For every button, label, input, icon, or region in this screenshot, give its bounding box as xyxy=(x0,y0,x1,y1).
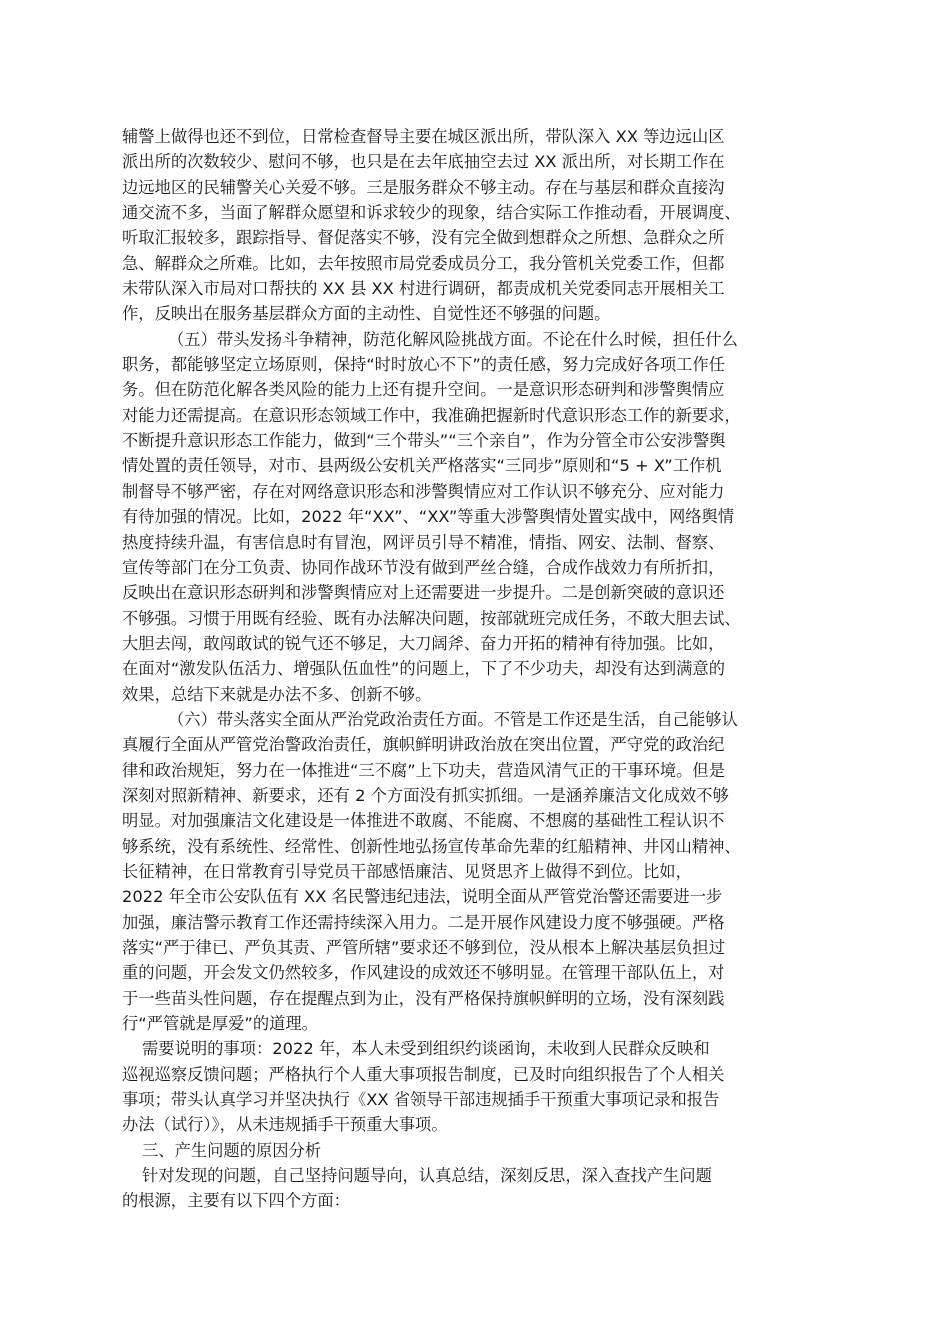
text-line: （六）带头落实全面从严治党政治责任方面。不管是工作还是生活，自己能够认 xyxy=(168,709,738,729)
text-line: 针对发现的问题，自己坚持问题导向，认真总结，深刻反思，深入查找产生问题 xyxy=(142,1166,712,1186)
text-line: 派出所的次数较少、慰问不够，也只是在去年底抽空去过 XX 派出所，对长期工作在 xyxy=(122,152,725,172)
text-line: 有待加强的情况。比如，2022 年“XX”、“XX”等重大涉警舆情处置实战中，网络舆情 xyxy=(122,507,735,527)
text-line: 热度持续升温，有害信息时有冒泡，网评员引导不精准，情指、网安、法制、督察、 xyxy=(122,532,725,552)
text-line: 在面对“激发队伍活力、增强队伍血性”的问题上，下了不少功夫，却没有达到满意的 xyxy=(122,659,725,679)
text-line: 辅警上做得也还不到位，日常检查督导主要在城区派出所，带队深入 XX 等边远山区 xyxy=(122,127,725,146)
text-line: 真履行全面从严管党治警政治责任，旗帜鲜明讲政治放在突出位置，严守党的政治纪 xyxy=(122,735,725,755)
text-line: 落实“严于律已、严负其责、严管所辖”要求还不够到位，没从根本上解决基层负担过 xyxy=(122,938,725,957)
text-line: 重的问题，开会发文仍然较多，作风建设的成效还不够明显。在管理干部队伍上，对 xyxy=(122,963,725,983)
text-line: 急、解群众之所难。比如，去年按照市局党委成员分工，我分管机关党委工作，但都 xyxy=(122,253,725,273)
text-line: 边远地区的民辅警关心关爱不够。三是服务群众不够主动。存在与基层和群众直接沟 xyxy=(122,177,725,197)
text-line: 制督导不够严密，存在对网络意识形态和涉警舆情应对工作认识不够充分、应对能力 xyxy=(122,481,725,501)
text-line: 办法（试行）》，从未违规插手干预重大事项。 xyxy=(122,1115,448,1135)
text-line: 效果，总结下来就是办法不多、创新不够。 xyxy=(122,684,432,704)
text-line: 通交流不多，当面了解群众愿望和诉求较少的现象，结合实际工作推动看，开展调度、 xyxy=(122,203,741,223)
text-line: 于一些苗头性问题，存在提醒点到为止，没有严格保持旗帜鲜明的立场，没有深刻践 xyxy=(122,988,725,1008)
text-line: 的根源，主要有以下四个方面： xyxy=(122,1191,350,1211)
text-line: （五）带头发扬斗争精神，防范化解风险挑战方面。不论在什么时候，担任什么 xyxy=(168,329,738,349)
text-line: 务。但在防范化解各类风险的能力上还有提升空间。一是意识形态研判和涉警舆情应 xyxy=(122,380,725,400)
text-line: 三、产生问题的原因分析 xyxy=(142,1140,322,1160)
text-line: 作，反映出在服务基层群众方面的主动性、自觉性还不够强的问题。 xyxy=(122,304,611,324)
document-body xyxy=(122,124,838,1214)
text-line: 巡视巡察反馈问题；严格执行个人重大事项报告制度，已及时向组织报告了个人相关 xyxy=(122,1064,725,1084)
text-line: 情处置的责任领导，对市、县两级公安机关严格落实“三同步”原则和“5 + X”工作机 xyxy=(122,456,722,476)
text-line: 2022 年全市公安队伍有 XX 名民警违纪违法，说明全面从严管党治警还需要进一步 xyxy=(122,887,723,907)
text-line: 需要说明的事项：2022 年，本人未受到组织约谈函询，未收到人民群众反映和 xyxy=(142,1039,710,1059)
text-line: 深刻对照新精神、新要求，还有 2 个方面没有抓实抓细。一是涵养廉洁文化成效不够 xyxy=(122,785,729,805)
text-line: 律和政治规矩，努力在一体推进“三不腐”上下功夫，营造风清气正的干事环境。但是 xyxy=(122,760,725,780)
text-line: 够系统，没有系统性、经常性、创新性地弘扬宣传革命先辈的红船精神、井冈山精神、 xyxy=(122,836,741,856)
text-line: 听取汇报较多，跟踪指导、督促落实不够，没有完全做到想群众之所想、急群众之所 xyxy=(122,228,725,248)
text-line: 未带队深入市局对口帮扶的 XX 县 XX 村进行调研，都责成机关党委同志开展相关工 xyxy=(122,279,725,299)
text-line: 职务，都能够坚定立场原则，保持“时时放心不下”的责任感，努力完成好各项工作任 xyxy=(122,355,725,375)
text-line: 明显。对加强廉洁文化建设是一体推进不敢腐、不能腐、不想腐的基础性工程认识不 xyxy=(122,811,725,831)
text-line: 对能力还需提高。在意识形态领域工作中，我准确把握新时代意识形态工作的新要求， xyxy=(122,405,741,425)
text-line: 不断提升意识形态工作能力，做到“三个带头”“三个亲自”，作为分管全市公安涉警舆 xyxy=(122,431,726,451)
text-line: 大胆去闯，敢闯敢试的锐气还不够足，大刀阔斧、奋力开拓的精神有待加强。比如， xyxy=(122,633,725,653)
text-line: 事项；带头认真学习并坚决执行《XX 省领导干部违规插手干预重大事项记录和报告 xyxy=(122,1090,720,1110)
text-line: 不够强。习惯于用既有经验、既有办法解决问题，按部就班完成任务，不敢大胆去试、 xyxy=(122,608,741,628)
text-line: 行“严管就是厚爱”的道理。 xyxy=(122,1014,318,1034)
text-line: 宣传等部门在分工负责、协同作战环节没有做到严丝合缝，合成作战效力有所折扣， xyxy=(122,557,725,577)
text-line: 长征精神，在日常教育引导党员干部感悟廉洁、见贤思齐上做得不到位。比如， xyxy=(122,861,692,881)
text-line: 加强，廉洁警示教育工作还需持续深入用力。二是开展作风建设力度不够强硬。严格 xyxy=(122,912,725,932)
text-line: 反映出在意识形态研判和涉警舆情应对上还需要进一步提升。二是创新突破的意识还 xyxy=(122,583,725,603)
